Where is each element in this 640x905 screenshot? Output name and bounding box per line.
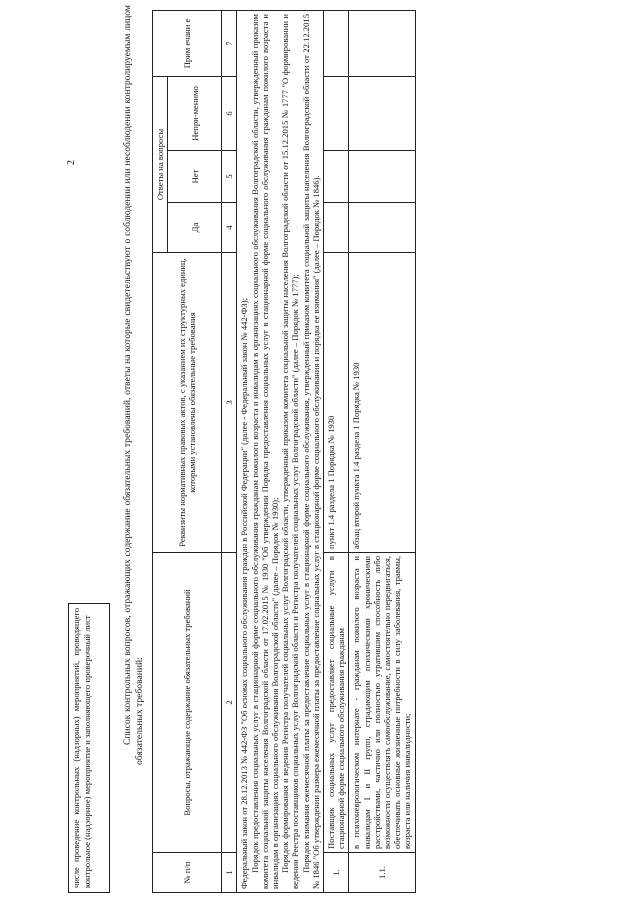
header-no: Нет (168, 151, 222, 203)
header-requisites: Реквизиты нормативных правовых актов, с указанием их структурных единиц, которыми установлены обязательные требования (153, 253, 222, 553)
intro-paragraph: Список контрольных вопросов, отражающих содержание обязательных требований, ответы на которые свидетельствуют о соблюдении или несоблюдении контролируемым лицом обязательных требований: (122, 5, 145, 765)
header-row (153, 11, 168, 893)
row-requisites: абзац второй пункта 1.4 раздела 1 Порядка № 1930 (349, 253, 415, 553)
header-num: № п/п (153, 853, 222, 893)
col-number-7: 7 (222, 11, 237, 77)
row-num: 1. (324, 853, 349, 893)
row-num: 1.1. (349, 853, 415, 893)
legal-basis-paragraph: Порядок формирования и ведения Регистра получателей социальных услуг Волгоградской области, утвержденный приказом комитета социальной защиты населения Волгоградской области от 15.12.2015 № 1777 "О формировании и ведении Реестра поставщиков социальных услуг Волгоградской области и Регистра получателей социальных услуг Волгоградской области" (далее – Порядок № 1777); (280, 14, 301, 889)
table-row (349, 11, 415, 893)
col-number-1: 1 (222, 853, 237, 893)
col-number-2: 2 (222, 553, 237, 853)
legal-basis-paragraph: Порядок предоставления социальных услуг в стационарной форме социального обслуживания гражданам пожилого возраста и инвалидам в организациях социального обслуживания Волгоградской области, утвержденный приказом комитета социальной защиты населения Волгоградской области от 17.02.2015 № 1930 "Об утверждении Порядка предоставления социальных услуг в стационарной форме социального обслуживания гражданам пожилого возраста и инвалидам в организациях социального обслуживания Волгоградской области" (далее – Порядок № 1930); (249, 14, 281, 889)
answer-no-cell[interactable] (349, 151, 415, 203)
header-note: Прим ечани е (153, 11, 222, 77)
answer-na-cell[interactable] (349, 77, 415, 151)
table-row (324, 11, 349, 893)
row-question: Поставщик социальных услуг предоставляет социальные услуги в стационарной форме социального обслуживания гражданам (324, 553, 349, 853)
note-cell[interactable] (324, 11, 349, 77)
col-number-6: 6 (222, 77, 237, 151)
col-number-3: 3 (222, 253, 237, 553)
answer-no-cell[interactable] (324, 151, 349, 203)
note-cell[interactable] (349, 11, 415, 77)
page-number: 2 (66, 160, 77, 165)
row-requisites: пункт 1.4 раздела 1 Порядка № 1930 (324, 253, 349, 553)
header-answers: Ответы на вопросы (153, 77, 168, 253)
col-number-4: 4 (222, 203, 237, 253)
answer-na-cell[interactable] (324, 77, 349, 151)
row-question: в психоневрологическом интернате - гражданам пожилого возраста и инвалидам I и II групп, страдающим психическими хроническими расстройствами, частично или полностью утратившим способность либо возможности осуществлять самообслуживание, самостоятельно передвигаться, обеспечивать основные жизненные потребности в силу заболевания, травмы, возраста или наличия инвалидности; (349, 553, 415, 853)
legal-basis-cell (237, 11, 324, 893)
legal-basis-paragraph: Федеральный закон от 28.12.2013 № 442-ФЗ "Об основах социального обслуживания граждан в Российской Федерации" (далее - Федеральный закон № 442-ФЗ); (239, 298, 250, 889)
column-number-row (222, 11, 237, 893)
answer-yes-cell[interactable] (349, 203, 415, 253)
header-na: Непри-менимо (168, 77, 222, 151)
inspector-info-box: числе проведение контрольных (надзорных) мероприятий, проводящего контрольное (надзорное) мероприятие и заполняющего проверочный лист (68, 603, 110, 893)
header-question: Вопросы, отражающие содержание обязательных требований (153, 553, 222, 853)
answer-yes-cell[interactable] (324, 203, 349, 253)
checklist-table (152, 10, 416, 893)
legal-basis-paragraph: Порядок взимания ежемесячной платы за предоставление социальных услуг в стационарной форме социального обслуживания, утвержденный приказом комитета социальной защиты населения Волгоградской области от 22.12.2015 № 1846 "Об утверждении размера ежемесячной платы за предоставление социальных услуг в стационарной форме социального обслуживания и порядка ее взимания" (далее – Порядок № 1846). (300, 14, 321, 889)
legal-basis-row (237, 11, 324, 893)
col-number-5: 5 (222, 151, 237, 203)
header-yes: Да (168, 203, 222, 253)
